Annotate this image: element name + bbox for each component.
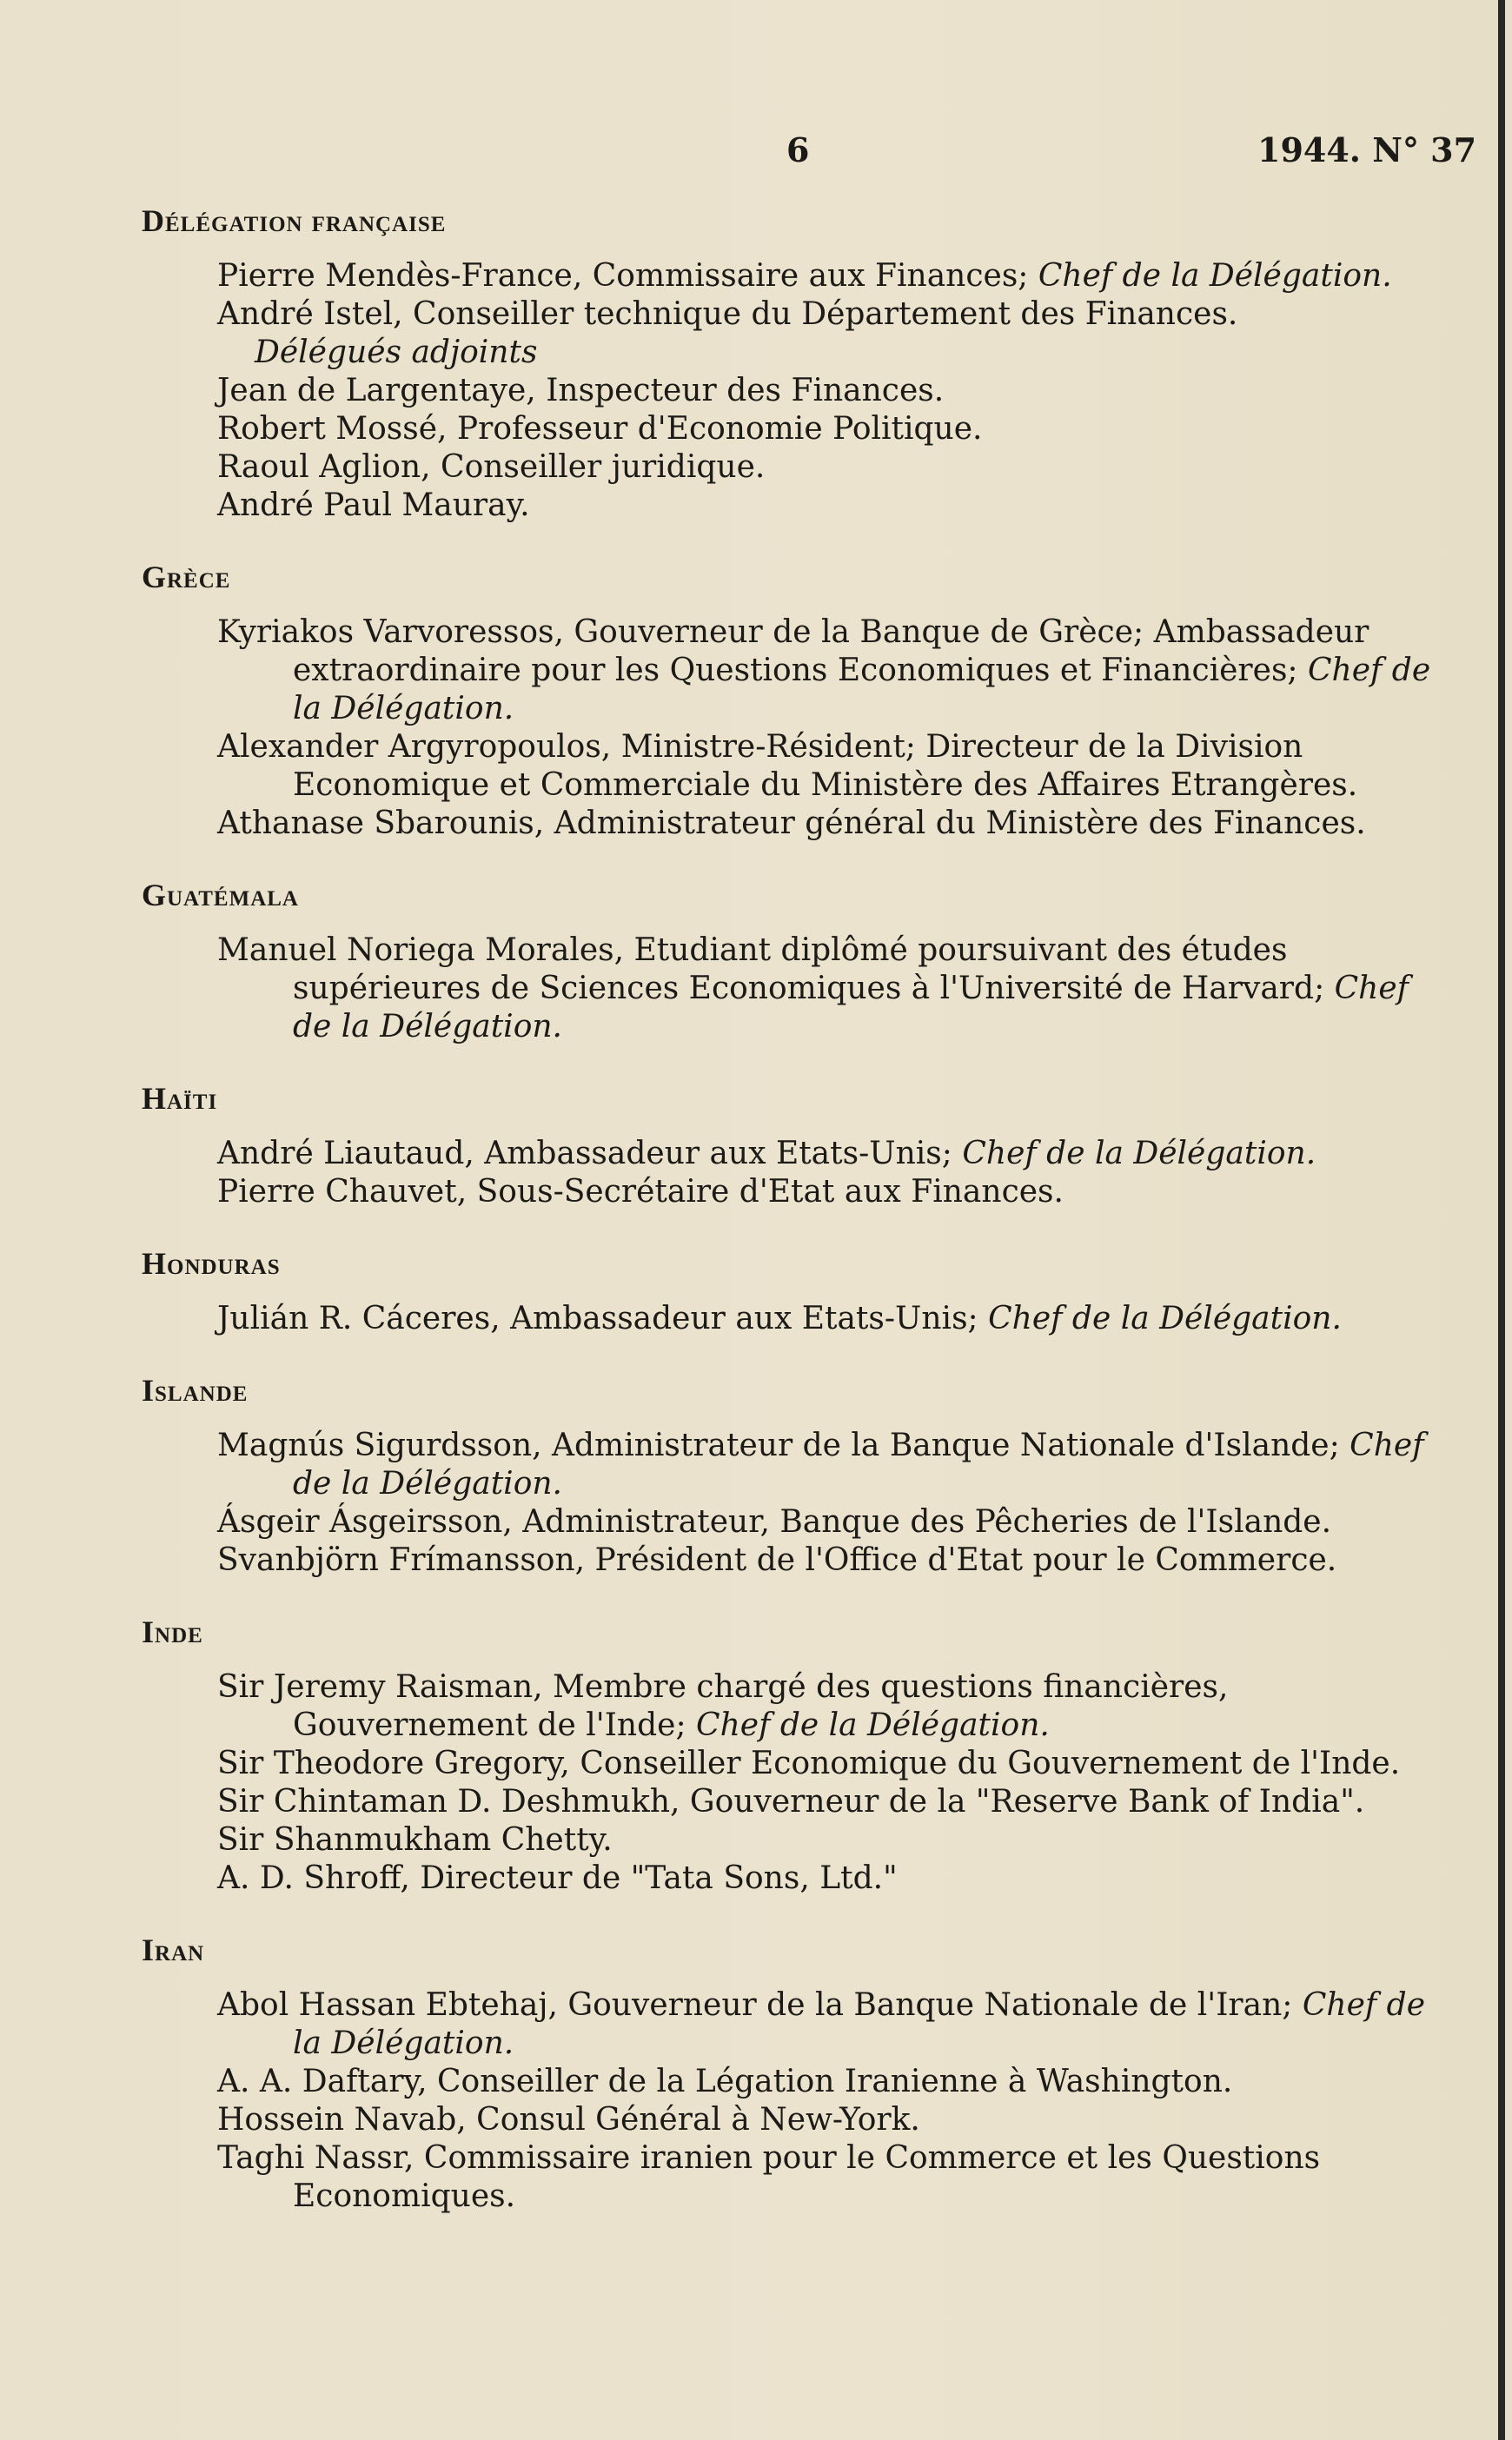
list-item: André Istel, Conseiller technique du Département des Finances. xyxy=(217,296,1238,332)
country-heading: Islande xyxy=(142,1373,249,1408)
list-item: A. D. Shroff, Directeur de "Tata Sons, Ltd." xyxy=(217,1860,898,1896)
country-heading: Délégation française xyxy=(142,203,447,238)
section-guatemala xyxy=(142,876,1454,1046)
list-item: André Paul Mauray. xyxy=(217,487,530,523)
country-heading: Inde xyxy=(142,1615,203,1649)
list-item: Jean de Largentaye, Inspecteur des Finances. xyxy=(217,373,945,408)
section-grece xyxy=(142,558,1454,843)
list-item: Pierre Mendès-France, Commissaire aux Finances; Chef de la Délégation. xyxy=(217,258,1392,294)
list-item: Abol Hassan Ebtehaj, Gouverneur de la Banque Nationale de l'Iran; Chef de la Délégation. xyxy=(217,1987,1425,2061)
section-iran xyxy=(142,1931,1454,2216)
page-reference: 1944. N° 37 xyxy=(1257,130,1477,169)
list-item: Sir Jeremy Raisman, Membre chargé des questions financières, Gouvernement de l'Inde; Chef de la Délégation. xyxy=(217,1669,1229,1743)
list-item: Sir Shanmukham Chetty. xyxy=(217,1822,613,1858)
country-heading: Guatémala xyxy=(142,878,299,912)
subheading-delegues-adjoints: Délégués adjoints xyxy=(255,335,538,370)
list-item: Kyriakos Varvoressos, Gouverneur de la Banque de Grèce; Ambassadeur extraordinaire pour les Questions Economiques et Financières; Chef de la Délégation. xyxy=(217,614,1431,726)
page-number: 6 xyxy=(786,130,810,169)
country-heading: Grèce xyxy=(142,560,231,594)
list-item: Manuel Noriega Morales, Etudiant diplômé poursuivant des études supérieures de Sciences Economiques à l'Université de Harvard; Chef de la Délégation. xyxy=(217,932,1409,1044)
list-item: A. A. Daftary, Conseiller de la Légation Iranienne à Washington. xyxy=(217,2064,1233,2099)
section-haiti xyxy=(142,1079,1454,1211)
list-item: Taghi Nassr, Commissaire iranien pour le Commerce et les Questions Economiques. xyxy=(217,2140,1321,2214)
list-item: Sir Theodore Gregory, Conseiller Economique du Gouvernement de l'Inde. xyxy=(217,1746,1401,1781)
page-binding-edge xyxy=(1498,0,1505,2440)
list-item: Hossein Navab, Consul Général à New-York. xyxy=(217,2102,920,2138)
list-item: Pierre Chauvet, Sous-Secrétaire d'Etat aux Finances. xyxy=(217,1174,1064,1210)
list-item: Alexander Argyropoulos, Ministre-Résident; Directeur de la Division Economique et Commerciale du Ministère des Affaires Etrangères. xyxy=(217,729,1358,803)
country-heading: Honduras xyxy=(142,1246,281,1281)
list-item: Julián R. Cáceres, Ambassadeur aux Etats-Unis; Chef de la Délégation. xyxy=(217,1301,1342,1336)
page-header xyxy=(0,130,1477,174)
country-heading: Iran xyxy=(142,1933,205,1967)
section-inde xyxy=(142,1613,1454,1898)
list-item: Athanase Sbarounis, Administrateur général du Ministère des Finances. xyxy=(217,806,1366,841)
list-item: André Liautaud, Ambassadeur aux Etats-Unis; Chef de la Délégation. xyxy=(217,1136,1316,1171)
list-item: Raoul Aglion, Conseiller juridique. xyxy=(217,449,766,485)
list-item: Ásgeir Ásgeirsson, Administrateur, Banque des Pêcheries de l'Islande. xyxy=(217,1504,1332,1540)
list-item: Magnús Sigurdsson, Administrateur de la Banque Nationale d'Islande; Chef de la Délégation. xyxy=(217,1428,1424,1502)
list-item: Sir Chintaman D. Deshmukh, Gouverneur de la "Reserve Bank of India". xyxy=(217,1784,1365,1820)
country-heading: Haïti xyxy=(142,1081,218,1116)
section-honduras xyxy=(142,1244,1454,1338)
section-delegation-francaise xyxy=(142,202,1454,525)
list-item: Svanbjörn Frímansson, Président de l'Office d'Etat pour le Commerce. xyxy=(217,1542,1337,1578)
list-item: Robert Mossé, Professeur d'Economie Politique. xyxy=(217,411,983,447)
delegation-list xyxy=(142,202,1454,2249)
section-islande xyxy=(142,1371,1454,1580)
